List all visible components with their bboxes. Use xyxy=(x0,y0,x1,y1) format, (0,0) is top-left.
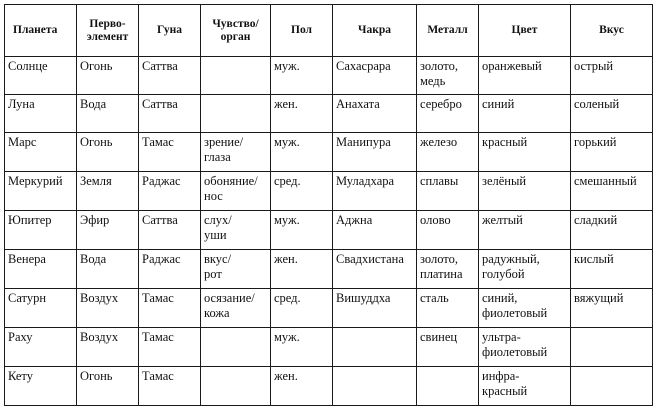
cell-taste xyxy=(571,328,653,367)
cell-element: Вода xyxy=(77,250,139,289)
cell-planet: Луна xyxy=(5,95,77,133)
cell-sense-organ xyxy=(201,57,271,95)
cell-taste xyxy=(571,367,653,406)
cell-metal: сталь xyxy=(417,289,479,328)
cell-chakra xyxy=(333,367,417,406)
cell-guna: Тамас xyxy=(139,133,201,172)
cell-element: Огонь xyxy=(77,133,139,172)
cell-planet: Кету xyxy=(5,367,77,406)
header-color: Цвет xyxy=(479,5,571,57)
cell-sense-organ: осязание/ кожа xyxy=(201,289,271,328)
cell-element: Воздух xyxy=(77,328,139,367)
cell-element: Огонь xyxy=(77,367,139,406)
cell-element: Земля xyxy=(77,172,139,211)
header-chakra: Чакра xyxy=(333,5,417,57)
cell-planet: Солнце xyxy=(5,57,77,95)
cell-chakra: Аджна xyxy=(333,211,417,250)
cell-taste: острый xyxy=(571,57,653,95)
table-row xyxy=(5,328,653,367)
cell-guna: Раджас xyxy=(139,250,201,289)
cell-chakra: Муладхара xyxy=(333,172,417,211)
cell-element: Воздух xyxy=(77,289,139,328)
cell-guna: Саттва xyxy=(139,95,201,133)
table-row xyxy=(5,133,653,172)
cell-color: радужный, голубой xyxy=(479,250,571,289)
header-metal: Металл xyxy=(417,5,479,57)
cell-guna: Саттва xyxy=(139,211,201,250)
header-row xyxy=(5,5,653,57)
cell-planet: Юпитер xyxy=(5,211,77,250)
cell-chakra: Вишуддха xyxy=(333,289,417,328)
cell-gender: муж. xyxy=(271,57,333,95)
cell-gender: сред. xyxy=(271,289,333,328)
header-sense-organ: Чувство/ орган xyxy=(201,5,271,57)
cell-element: Эфир xyxy=(77,211,139,250)
cell-element: Вода xyxy=(77,95,139,133)
cell-guna: Тамас xyxy=(139,328,201,367)
cell-chakra: Анахата xyxy=(333,95,417,133)
cell-chakra xyxy=(333,328,417,367)
cell-taste: вяжущий xyxy=(571,289,653,328)
cell-chakra: Манипура xyxy=(333,133,417,172)
cell-gender: муж. xyxy=(271,211,333,250)
cell-gender: жен. xyxy=(271,95,333,133)
cell-color: ультра- фиолетовый xyxy=(479,328,571,367)
table-row xyxy=(5,95,653,133)
cell-metal: золото, медь xyxy=(417,57,479,95)
cell-guna: Саттва xyxy=(139,57,201,95)
cell-color: зелёный xyxy=(479,172,571,211)
cell-planet: Сатурн xyxy=(5,289,77,328)
cell-taste: смешанный xyxy=(571,172,653,211)
table-row xyxy=(5,250,653,289)
cell-guna: Тамас xyxy=(139,289,201,328)
table-row xyxy=(5,289,653,328)
cell-gender: жен. xyxy=(271,367,333,406)
cell-sense-organ: слух/ уши xyxy=(201,211,271,250)
header-planet: Планета xyxy=(5,5,77,57)
cell-sense-organ xyxy=(201,328,271,367)
planet-correspondence-table xyxy=(4,4,653,406)
cell-gender: муж. xyxy=(271,133,333,172)
cell-planet: Раху xyxy=(5,328,77,367)
cell-sense-organ: вкус/ рот xyxy=(201,250,271,289)
cell-color: синий, фиолетовый xyxy=(479,289,571,328)
cell-sense-organ xyxy=(201,367,271,406)
cell-planet: Меркурий xyxy=(5,172,77,211)
cell-taste: сладкий xyxy=(571,211,653,250)
cell-color: желтый xyxy=(479,211,571,250)
cell-chakra: Сахасрара xyxy=(333,57,417,95)
cell-sense-organ xyxy=(201,95,271,133)
cell-metal: олово xyxy=(417,211,479,250)
cell-metal xyxy=(417,367,479,406)
cell-taste: соленый xyxy=(571,95,653,133)
cell-planet: Венера xyxy=(5,250,77,289)
cell-element: Огонь xyxy=(77,57,139,95)
table-row xyxy=(5,367,653,406)
cell-sense-organ: обоняние/ нос xyxy=(201,172,271,211)
cell-metal: золото, платина xyxy=(417,250,479,289)
table-row xyxy=(5,57,653,95)
cell-chakra: Свадхистана xyxy=(333,250,417,289)
cell-color: синий xyxy=(479,95,571,133)
cell-taste: горький xyxy=(571,133,653,172)
header-element: Перво- элемент xyxy=(77,5,139,57)
cell-color: красный xyxy=(479,133,571,172)
cell-metal: серебро xyxy=(417,95,479,133)
cell-sense-organ: зрение/ глаза xyxy=(201,133,271,172)
table-row xyxy=(5,211,653,250)
cell-gender: жен. xyxy=(271,250,333,289)
cell-taste: кислый xyxy=(571,250,653,289)
cell-color: инфра- красный xyxy=(479,367,571,406)
cell-planet: Марс xyxy=(5,133,77,172)
cell-metal: свинец xyxy=(417,328,479,367)
header-gender: Пол xyxy=(271,5,333,57)
cell-metal: сплавы xyxy=(417,172,479,211)
table-row xyxy=(5,172,653,211)
cell-metal: железо xyxy=(417,133,479,172)
header-taste: Вкус xyxy=(571,5,653,57)
cell-gender: сред. xyxy=(271,172,333,211)
cell-guna: Тамас xyxy=(139,367,201,406)
cell-gender: муж. xyxy=(271,328,333,367)
cell-guna: Раджас xyxy=(139,172,201,211)
header-guna: Гуна xyxy=(139,5,201,57)
cell-color: оранжевый xyxy=(479,57,571,95)
